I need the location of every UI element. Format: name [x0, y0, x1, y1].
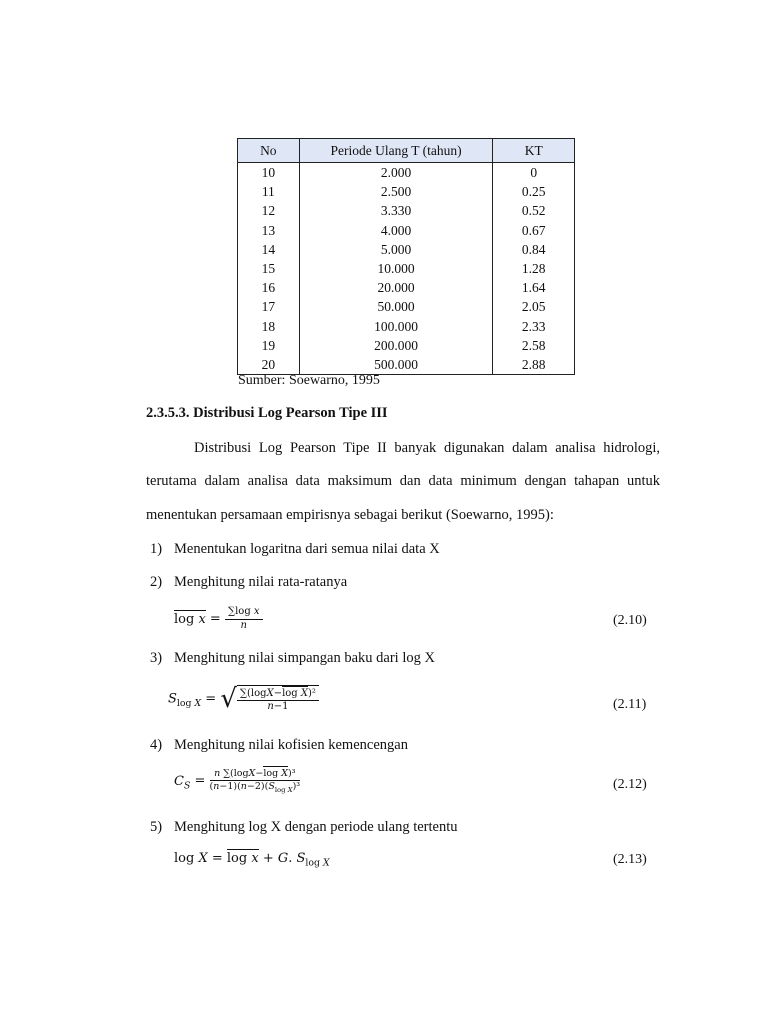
formula-std-dev: $S_{log X}$ = √ $\frac{\text{∑(logX−log X)²}}{n-1}$: [168, 684, 319, 714]
cell-kt: 1.28: [493, 259, 575, 278]
paragraph-line-2: terutama dalam analisa data maksimum dan data minimum dengan tahapan untuk: [146, 473, 660, 489]
cell-periode: 5.000: [299, 240, 493, 259]
table-row: [238, 336, 575, 355]
cell-kt: 1.64: [493, 278, 575, 297]
table-header-row: [238, 139, 575, 163]
cell-kt: 0: [493, 163, 575, 183]
step-2-text: Menghitung nilai rata-ratanya: [174, 574, 348, 590]
step-1-number: 1): [150, 541, 163, 557]
kt-table: [237, 138, 575, 375]
cell-no: 19: [238, 336, 300, 355]
cell-no: 11: [238, 182, 300, 201]
cell-kt: 2.33: [493, 317, 575, 336]
step-5-text: Menghitung log X dengan periode ulang tertentu: [174, 819, 458, 835]
formula-log-x: log X = log x + G. $S_{log X}$: [174, 851, 330, 869]
cell-no: 12: [238, 201, 300, 220]
table-body: [238, 163, 575, 375]
step-3-text: Menghitung nilai simpangan baku dari log X: [174, 650, 435, 666]
step-2-number: 2): [150, 574, 163, 590]
cell-periode: 50.000: [299, 297, 493, 316]
cell-periode: 2.500: [299, 182, 493, 201]
paragraph-line-3: menentukan persamaan empirisnya sebagai berikut (Soewarno, 1995):: [146, 507, 554, 523]
cell-periode: 2.000: [299, 163, 493, 183]
table-row: [238, 317, 575, 336]
cell-kt: 0.52: [493, 201, 575, 220]
table-row: [238, 240, 575, 259]
paragraph-line-1: Distribusi Log Pearson Tipe II banyak digunakan dalam analisa hidrologi,: [194, 440, 660, 456]
step-4-number: 4): [150, 737, 163, 753]
table-row: [238, 182, 575, 201]
cell-kt: 2.88: [493, 355, 575, 375]
cell-kt: 2.58: [493, 336, 575, 355]
cell-no: 16: [238, 278, 300, 297]
cell-no: 18: [238, 317, 300, 336]
cell-kt: 0.67: [493, 221, 575, 240]
cell-no: 15: [238, 259, 300, 278]
cell-no: 17: [238, 297, 300, 316]
equation-number-2-11: (2.11): [613, 697, 647, 712]
formula-skewness: $C_S$ = $\frac{\text{n ∑(logX−log X)³}}{(n-1)(n-2)(S_{log X})^3}$: [174, 768, 301, 794]
formula-mean: log x = $\frac{\text{∑log x}}{n}$: [174, 606, 263, 632]
table-row: [238, 259, 575, 278]
cell-periode: 100.000: [299, 317, 493, 336]
table-row: [238, 201, 575, 220]
cell-kt: 0.84: [493, 240, 575, 259]
cell-periode: 500.000: [299, 355, 493, 375]
cell-no: 14: [238, 240, 300, 259]
table-row: [238, 297, 575, 316]
cell-no: 10: [238, 163, 300, 183]
equation-number-2-10: (2.10): [613, 613, 647, 628]
table-row: [238, 163, 575, 183]
cell-kt: 2.05: [493, 297, 575, 316]
section-heading: 2.3.5.3. Distribusi Log Pearson Tipe III: [146, 405, 388, 421]
cell-periode: 200.000: [299, 336, 493, 355]
table-row: [238, 355, 575, 375]
table-source: Sumber: Soewarno, 1995: [238, 373, 380, 388]
cell-periode: 4.000: [299, 221, 493, 240]
step-1-text: Menentukan logaritna dari semua nilai data X: [174, 541, 440, 557]
cell-no: 20: [238, 355, 300, 375]
equation-number-2-12: (2.12): [613, 777, 647, 792]
cell-periode: 20.000: [299, 278, 493, 297]
header-kt: KT: [493, 139, 575, 163]
header-no: No: [238, 139, 300, 163]
cell-periode: 3.330: [299, 201, 493, 220]
table-row: [238, 278, 575, 297]
cell-kt: 0.25: [493, 182, 575, 201]
step-5-number: 5): [150, 819, 163, 835]
cell-no: 13: [238, 221, 300, 240]
step-4-text: Menghitung nilai kofisien kemencengan: [174, 737, 408, 753]
equation-number-2-13: (2.13): [613, 852, 647, 867]
header-periode: Periode Ulang T (tahun): [299, 139, 493, 163]
step-3-number: 3): [150, 650, 163, 666]
cell-periode: 10.000: [299, 259, 493, 278]
table-row: [238, 221, 575, 240]
